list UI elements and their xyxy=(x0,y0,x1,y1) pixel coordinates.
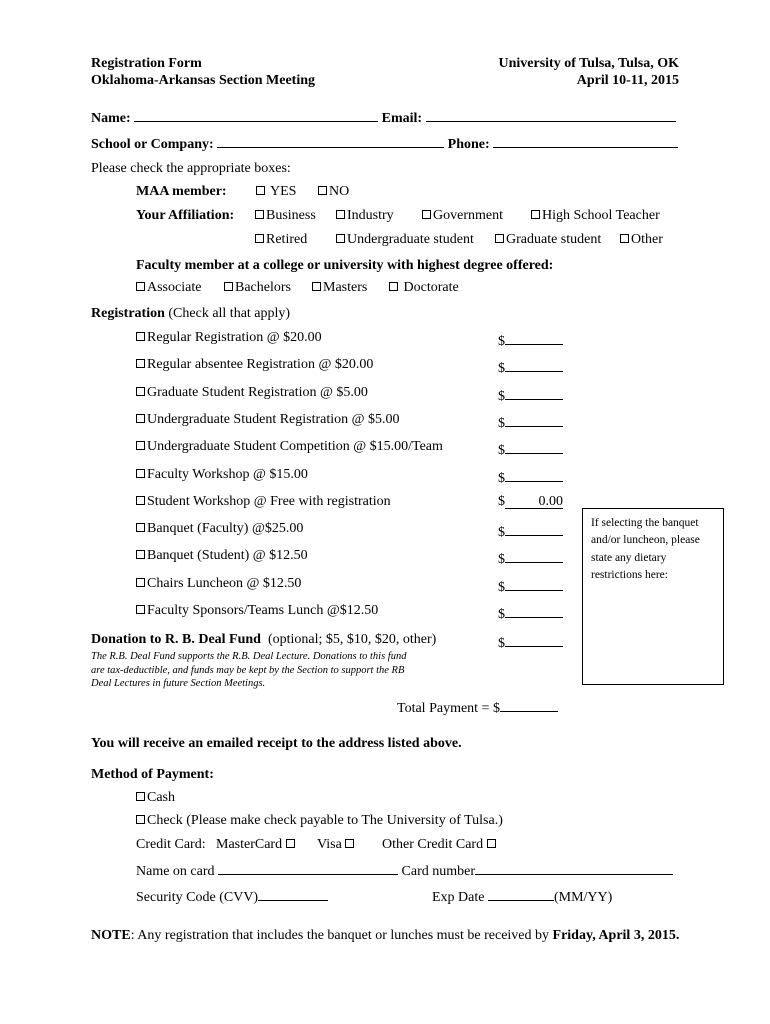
option-label: Graduate student xyxy=(506,232,602,247)
reg-item[interactable] xyxy=(136,521,303,537)
meeting-dates: April 10-11, 2015 xyxy=(576,73,679,88)
currency-symbol: $ xyxy=(498,443,505,458)
option-label: Check (Please make check payable to The University of Tulsa.) xyxy=(147,813,503,828)
affiliation-industry[interactable] xyxy=(336,208,394,224)
checkbox-icon[interactable] xyxy=(136,523,145,532)
option-label: MasterCard xyxy=(216,837,283,852)
option-label: Industry xyxy=(347,208,394,223)
reg-amount[interactable] xyxy=(498,603,563,623)
reg-amount[interactable] xyxy=(498,494,563,510)
checkbox-icon[interactable] xyxy=(336,234,345,243)
affiliation-undergraduate[interactable] xyxy=(336,232,474,248)
amount-field[interactable] xyxy=(505,357,563,372)
reg-item-label: Chairs Luncheon @ $12.50 xyxy=(147,576,302,591)
checkbox-icon[interactable] xyxy=(256,186,265,195)
registration-heading xyxy=(91,306,290,322)
reg-amount[interactable] xyxy=(498,521,563,541)
reg-item-label: Undergraduate Student Competition @ $15.00/Team xyxy=(147,439,443,454)
donation-description: The R.B. Deal Fund supports the R.B. Deal Lecture. Donations to this fund are tax-deductible, and funds may be kept by the Section to support the RB Deal Lectures in future Section Meetings. xyxy=(91,651,407,690)
reg-amount[interactable] xyxy=(498,385,563,405)
checkbox-icon[interactable] xyxy=(389,282,398,291)
amount-field[interactable] xyxy=(505,330,563,345)
option-label: Other xyxy=(631,232,663,247)
phone-input[interactable] xyxy=(493,135,678,148)
email-input[interactable] xyxy=(426,109,676,122)
amount-field[interactable] xyxy=(505,412,563,427)
checkbox-icon[interactable] xyxy=(336,210,345,219)
amount-field[interactable]: 0.00 xyxy=(505,494,563,509)
amount-field[interactable] xyxy=(505,576,563,591)
currency-symbol: $ xyxy=(498,389,505,404)
reg-item[interactable] xyxy=(136,548,308,564)
reg-amount[interactable] xyxy=(498,330,563,350)
faculty-masters[interactable] xyxy=(312,280,367,296)
payment-other-card[interactable] xyxy=(382,837,498,853)
checkbox-icon[interactable] xyxy=(318,186,327,195)
card-number-label: Card number xyxy=(401,864,476,879)
dietary-instructions: If selecting the banquet and/or luncheon, please state any dietary restrictions here: xyxy=(591,517,700,581)
meeting-name: Oklahoma-Arkansas Section Meeting xyxy=(91,73,315,88)
school-input[interactable] xyxy=(217,135,444,148)
reg-item[interactable] xyxy=(136,385,368,401)
registration-title: Registration xyxy=(91,306,165,321)
affiliation-business[interactable] xyxy=(255,208,316,224)
amount-field[interactable] xyxy=(505,385,563,400)
reg-item-label: Student Workshop @ Free with registration xyxy=(147,494,391,509)
donation-note: (optional; $5, $10, $20, other) xyxy=(267,632,437,647)
reg-amount[interactable] xyxy=(498,412,563,432)
checkbox-icon[interactable] xyxy=(136,496,145,505)
faculty-doctorate[interactable] xyxy=(389,280,459,296)
reg-item[interactable] xyxy=(136,330,322,346)
affiliation-retired[interactable] xyxy=(255,232,307,248)
name-input[interactable] xyxy=(134,109,378,122)
total-input[interactable] xyxy=(500,699,558,712)
reg-amount[interactable] xyxy=(498,548,563,568)
checkbox-icon[interactable] xyxy=(620,234,629,243)
checkbox-icon[interactable] xyxy=(136,332,145,341)
reg-item-label: Banquet (Faculty) @$25.00 xyxy=(147,521,304,536)
email-label: Email: xyxy=(381,111,423,126)
option-label: Bachelors xyxy=(235,280,291,295)
payment-heading: Method of Payment: xyxy=(91,767,214,782)
faculty-bachelors[interactable] xyxy=(224,280,291,296)
option-label: Other Credit Card xyxy=(382,837,484,852)
reg-item[interactable] xyxy=(136,467,308,483)
reg-item-label: Faculty Sponsors/Teams Lunch @$12.50 xyxy=(147,603,379,618)
checkbox-icon[interactable] xyxy=(255,210,264,219)
deadline: Friday, April 3, 2015. xyxy=(552,928,680,943)
school-label: School or Company: xyxy=(91,137,214,152)
currency-symbol: $ xyxy=(498,416,505,431)
form-title: Registration Form xyxy=(91,56,202,71)
currency-symbol: $ xyxy=(498,607,505,622)
credit-card-label: Credit Card: xyxy=(136,837,206,852)
reg-item[interactable] xyxy=(136,494,391,510)
cvv-label: Security Code (CVV) xyxy=(136,890,259,905)
amount-field[interactable] xyxy=(505,467,563,482)
name-on-card-label: Name on card xyxy=(136,864,215,879)
payment-mastercard[interactable] xyxy=(216,837,297,853)
reg-item-label: Undergraduate Student Registration @ $5.00 xyxy=(147,412,400,427)
venue: University of Tulsa, Tulsa, OK xyxy=(498,56,679,71)
exp-format: (MM/YY) xyxy=(553,890,613,905)
reg-amount[interactable] xyxy=(498,439,563,459)
maa-yes-label: YES xyxy=(269,184,297,199)
currency-symbol: $ xyxy=(498,334,505,349)
checkbox-icon[interactable] xyxy=(286,839,295,848)
checkbox-icon[interactable] xyxy=(136,441,145,450)
reg-amount[interactable] xyxy=(498,467,563,487)
checkbox-icon[interactable] xyxy=(422,210,431,219)
currency-symbol: $ xyxy=(498,580,505,595)
note-label: NOTE xyxy=(91,928,131,943)
amount-field[interactable] xyxy=(505,439,563,454)
reg-item[interactable] xyxy=(136,576,301,592)
currency-symbol: $ xyxy=(498,636,505,651)
checkbox-icon[interactable] xyxy=(345,839,354,848)
affiliation-government[interactable] xyxy=(422,208,503,224)
checkbox-icon[interactable] xyxy=(136,815,145,824)
name-label: Name: xyxy=(91,111,131,126)
note-text: : Any registration that includes the banquet or lunches must be received by xyxy=(130,928,553,943)
exp-date-input[interactable] xyxy=(488,888,554,901)
card-number-input[interactable] xyxy=(475,862,673,875)
reg-item[interactable] xyxy=(136,412,400,428)
checkbox-icon[interactable] xyxy=(136,282,145,291)
payment-visa[interactable] xyxy=(317,837,356,853)
checkbox-icon[interactable] xyxy=(136,792,145,801)
reg-item-label: Graduate Student Registration @ $5.00 xyxy=(147,385,368,400)
affiliation-graduate[interactable] xyxy=(495,232,601,248)
checkbox-icon[interactable] xyxy=(136,359,145,368)
donation-label: Donation to R. B. Deal Fund xyxy=(91,632,261,647)
exp-date-row xyxy=(432,888,612,906)
cvv-input[interactable] xyxy=(258,888,328,901)
option-label: Retired xyxy=(266,232,308,247)
instructions: Please check the appropriate boxes: xyxy=(91,161,291,176)
footer-note xyxy=(91,928,679,944)
total-payment xyxy=(397,699,558,717)
checkbox-icon[interactable] xyxy=(255,234,264,243)
currency-symbol: $ xyxy=(498,471,505,486)
reg-item-label: Banquet (Student) @ $12.50 xyxy=(147,548,308,563)
maa-yes[interactable] xyxy=(256,184,296,200)
option-label: Government xyxy=(433,208,503,223)
maa-no-label: NO xyxy=(329,184,350,199)
phone-label: Phone: xyxy=(447,137,490,152)
checkbox-icon[interactable] xyxy=(531,210,540,219)
amount-field[interactable] xyxy=(505,521,563,536)
reg-item[interactable] xyxy=(136,439,443,455)
donation-amount[interactable] xyxy=(498,632,563,652)
option-label: Associate xyxy=(147,280,202,295)
reg-item[interactable] xyxy=(136,603,378,619)
checkbox-icon[interactable] xyxy=(312,282,321,291)
total-label: Total Payment = $ xyxy=(397,701,500,716)
currency-symbol: $ xyxy=(498,525,505,540)
receipt-note: You will receive an emailed receipt to the address listed above. xyxy=(91,736,462,751)
option-label: Undergraduate student xyxy=(347,232,474,247)
option-label: Business xyxy=(266,208,316,223)
name-on-card-input[interactable] xyxy=(218,862,398,875)
currency-symbol: $ xyxy=(498,361,505,376)
payment-cash[interactable] xyxy=(136,790,175,806)
name-field-row xyxy=(91,109,676,127)
dietary-restrictions-box[interactable] xyxy=(582,508,724,685)
currency-symbol: $ xyxy=(498,552,505,567)
maa-no[interactable] xyxy=(318,184,349,200)
checkbox-icon[interactable] xyxy=(136,414,145,423)
amount-field[interactable] xyxy=(505,632,563,647)
reg-item-label: Faculty Workshop @ $15.00 xyxy=(147,467,308,482)
checkbox-icon[interactable] xyxy=(136,550,145,559)
donation-row xyxy=(91,632,436,648)
checkbox-icon[interactable] xyxy=(136,605,145,614)
amount-field[interactable] xyxy=(505,603,563,618)
registration-note: (Check all that apply) xyxy=(168,306,291,321)
checkbox-icon[interactable] xyxy=(224,282,233,291)
amount-field[interactable] xyxy=(505,548,563,563)
name-on-card-row xyxy=(136,862,673,880)
reg-amount[interactable] xyxy=(498,357,563,377)
faculty-label: Faculty member at a college or university with highest degree offered: xyxy=(136,258,554,273)
exp-date-label: Exp Date xyxy=(432,890,485,905)
currency-symbol: $ xyxy=(498,494,505,509)
affiliation-other[interactable] xyxy=(620,232,663,248)
option-label: Masters xyxy=(323,280,368,295)
reg-item-label: Regular Registration @ $20.00 xyxy=(147,330,322,345)
checkbox-icon[interactable] xyxy=(136,469,145,478)
cvv-row xyxy=(136,888,328,906)
option-label: Cash xyxy=(147,790,175,805)
reg-item-label: Regular absentee Registration @ $20.00 xyxy=(147,357,374,372)
checkbox-icon[interactable] xyxy=(136,387,145,396)
reg-item[interactable] xyxy=(136,357,373,373)
option-label: Doctorate xyxy=(403,280,459,295)
affiliation-label: Your Affiliation: xyxy=(136,208,235,223)
checkbox-icon[interactable] xyxy=(495,234,504,243)
option-label: Visa xyxy=(317,837,342,852)
maa-label: MAA member: xyxy=(136,184,227,199)
checkbox-icon[interactable] xyxy=(487,839,496,848)
reg-amount[interactable] xyxy=(498,576,563,596)
payment-check[interactable] xyxy=(136,813,503,829)
option-label: High School Teacher xyxy=(542,208,660,223)
school-field-row xyxy=(91,135,678,153)
affiliation-high-school-teacher[interactable] xyxy=(531,208,660,224)
faculty-associate[interactable] xyxy=(136,280,201,296)
checkbox-icon[interactable] xyxy=(136,578,145,587)
